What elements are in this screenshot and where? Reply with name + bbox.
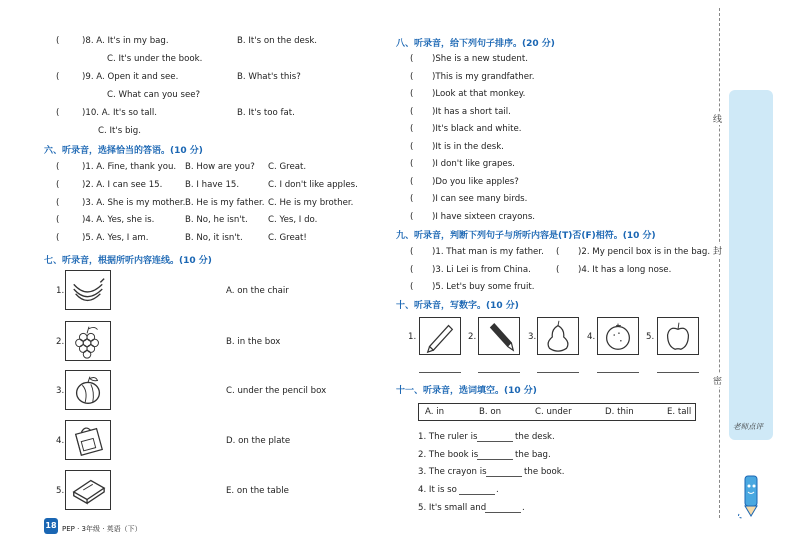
sec8-item-9: )I can see many birds. <box>432 194 528 204</box>
sec11-sentence-4-end: . <box>496 485 499 495</box>
sec7-num-3: 3. <box>56 386 65 396</box>
sec6-paren-5: ( <box>56 233 60 243</box>
sec10-answer-blank-1[interactable] <box>419 372 461 373</box>
q9-option-b: B. What's this? <box>237 72 301 82</box>
sec10-answer-blank-3[interactable] <box>537 372 579 373</box>
q8-option-c: C. It's under the book. <box>107 54 203 64</box>
sec6-option-b-2: B. I have 15. <box>185 180 240 190</box>
q9-paren: ( <box>56 72 60 82</box>
sec8-item-6: )It is in the desk. <box>432 141 504 152</box>
q9-option-c: C. What can you see? <box>107 90 201 100</box>
sec7-num-5: 5. <box>56 486 65 496</box>
sec10-answer-blank-4[interactable] <box>597 372 639 373</box>
word-bank-a: A. in <box>425 407 445 417</box>
binding-cut-line <box>719 8 720 518</box>
sec8-item-1: )She is a new student. <box>432 54 528 64</box>
sec8-paren-1: ( <box>410 54 414 64</box>
sec7-option-b: B. in the box <box>226 337 281 347</box>
sec11-blank-5[interactable] <box>485 512 521 513</box>
grapes-icon <box>65 321 111 361</box>
sec6-option-c-5: C. Great! <box>268 233 307 243</box>
sec6-option-c-4: C. Yes, I do. <box>268 215 318 225</box>
word-bank-b: B. on <box>479 407 502 417</box>
sec11-sentence-1-start: 1. The ruler is <box>418 432 478 442</box>
word-bank <box>418 403 696 421</box>
sec10-answer-blank-5[interactable] <box>657 372 699 373</box>
sec7-option-d: D. on the plate <box>226 436 291 446</box>
sec7-option-e: E. on the table <box>226 486 289 496</box>
q10-option-b: B. It's too fat. <box>237 108 295 118</box>
sec8-item-5: )It's black and white. <box>432 124 522 134</box>
sec7-num-1: 1. <box>56 286 65 296</box>
peach-icon <box>65 370 111 410</box>
sec11-sentence-3-end: the book. <box>524 467 565 477</box>
sec9-paren-4: ( <box>556 265 560 275</box>
sec9-item-1: )1. That man is my father. <box>432 247 544 257</box>
sec9-item-3: )3. Li Lei is from China. <box>432 265 531 275</box>
q8-paren: ( <box>56 36 60 46</box>
sec6-option-b-3: B. He is my father. <box>185 198 265 208</box>
pen-icon <box>478 317 520 355</box>
school-bag-icon <box>65 420 111 460</box>
sec11-blank-3[interactable] <box>486 476 522 477</box>
sec8-item-2: )This is my grandfather. <box>432 71 535 82</box>
sec6-option-a-5: )5. A. Yes, I am. <box>82 233 149 243</box>
sec9-item-5: )5. Let's buy some fruit. <box>432 282 535 292</box>
q9-option-a: )9. A. Open it and see. <box>82 72 179 82</box>
orange-icon <box>597 317 639 355</box>
sec8-item-8: )Do you like apples? <box>432 176 519 187</box>
q10-paren: ( <box>56 108 60 118</box>
sec8-paren-9: ( <box>410 194 414 204</box>
section9-title: 九、听录音，判断下列句子与所听内容是(T)否(F)相符。(10 分) <box>396 231 656 241</box>
sec9-item-2: )2. My pencil box is in the bag. <box>578 247 711 257</box>
sec8-paren-5: ( <box>410 124 414 134</box>
word-bank-d: D. thin <box>605 407 634 417</box>
book-icon <box>65 470 111 510</box>
bananas-icon <box>65 270 111 310</box>
sec6-option-a-4: )4. A. Yes, she is. <box>82 215 155 225</box>
sec8-paren-7: ( <box>410 159 414 169</box>
footer-text: PEP · 3年级 · 英语（下） <box>62 525 142 533</box>
pencil-icon <box>419 317 461 355</box>
pear-icon <box>537 317 579 355</box>
sec10-num-3: 3. <box>528 332 537 342</box>
sec9-paren-1: ( <box>410 247 414 257</box>
sec11-sentence-5-end: . <box>522 503 525 513</box>
sec11-sentence-4-start: 4. It is so <box>418 485 457 495</box>
sec6-option-b-5: B. No, it isn't. <box>185 233 243 243</box>
q8-option-a: )8. A. It's in my bag. <box>82 36 169 46</box>
sec10-num-4: 4. <box>587 332 596 342</box>
sec7-option-a: A. on the chair <box>226 286 289 296</box>
sec6-option-c-2: C. I don't like apples. <box>268 180 358 190</box>
sec6-paren-4: ( <box>56 215 60 225</box>
sec8-paren-4: ( <box>410 106 414 117</box>
sec6-option-a-1: )1. A. Fine, thank you. <box>82 162 177 172</box>
sec9-paren-3: ( <box>410 265 414 275</box>
sec10-answer-blank-2[interactable] <box>478 372 520 373</box>
sec11-sentence-3-start: 3. The crayon is <box>418 467 487 477</box>
sec7-num-4: 4. <box>56 436 65 446</box>
sec6-option-a-3: )3. A. She is my mother. <box>82 198 186 208</box>
sec8-item-10: )I have sixteen crayons. <box>432 211 536 222</box>
q10-option-a: )10. A. It's so tall. <box>82 108 158 118</box>
sec10-num-2: 2. <box>468 332 477 342</box>
section10-title: 十、听录音，写数字。(10 分) <box>396 301 519 311</box>
sec11-blank-4[interactable] <box>459 494 495 495</box>
sec8-paren-2: ( <box>410 71 414 82</box>
section6-title: 六、听录音，选择恰当的答语。(10 分) <box>44 146 203 156</box>
sec8-paren-3: ( <box>410 89 414 99</box>
sec7-option-c: C. under the pencil box <box>226 386 327 396</box>
sec8-paren-8: ( <box>410 176 414 187</box>
sec11-sentence-1-end: the desk. <box>515 432 555 442</box>
sec10-num-5: 5. <box>646 332 655 342</box>
sec6-paren-1: ( <box>56 162 60 172</box>
teacher-comment-label: 老师点评 <box>733 422 763 431</box>
section11-title: 十一、听录音，选词填空。(10 分) <box>396 386 537 396</box>
sec6-option-a-2: )2. A. I can see 15. <box>82 180 163 190</box>
sec9-paren-5: ( <box>410 282 414 292</box>
sec6-paren-2: ( <box>56 180 60 190</box>
sec11-sentence-2-end: the bag. <box>515 450 551 460</box>
sec6-paren-3: ( <box>56 198 60 208</box>
word-bank-c: C. under <box>535 407 572 417</box>
sec9-item-4: )4. It has a long nose. <box>578 265 672 275</box>
sec8-item-3: )Look at that monkey. <box>432 89 526 99</box>
word-bank-e: E. tall <box>667 407 692 417</box>
sec8-paren-10: ( <box>410 211 414 222</box>
teacher-comment-panel[interactable] <box>729 90 773 440</box>
section7-title: 七、听录音，根据所听内容连线。(10 分) <box>44 256 212 266</box>
sec6-option-c-1: C. Great. <box>268 162 307 172</box>
sec11-blank-2[interactable] <box>477 459 513 460</box>
q10-option-c: C. It's big. <box>98 126 141 136</box>
sec6-option-c-3: C. He is my brother. <box>268 198 354 208</box>
cut-line-char-top: 线 <box>713 112 722 125</box>
sec10-num-1: 1. <box>408 332 417 342</box>
sec8-paren-6: ( <box>410 141 414 152</box>
pencil-mascot-icon <box>733 470 769 520</box>
q8-option-b: B. It's on the desk. <box>237 36 318 46</box>
sec6-option-b-1: B. How are you? <box>185 162 255 172</box>
sec8-item-7: )I don't like grapes. <box>432 159 515 169</box>
cut-line-char-bottom: 密 <box>713 374 722 387</box>
sec7-num-2: 2. <box>56 337 65 347</box>
apple-icon <box>657 317 699 355</box>
sec8-item-4: )It has a short tail. <box>432 106 511 117</box>
sec9-paren-2: ( <box>556 247 560 257</box>
sec6-option-b-4: B. No, he isn't. <box>185 215 248 225</box>
cut-line-char-mid: 封 <box>713 244 722 257</box>
page-number: 18 <box>44 518 58 534</box>
sec11-sentence-2-start: 2. The book is <box>418 450 479 460</box>
sec11-blank-1[interactable] <box>477 441 513 442</box>
sec11-sentence-5-start: 5. It's small and <box>418 503 487 513</box>
section8-title: 八、听录音，给下列句子排序。(20 分) <box>396 39 555 49</box>
